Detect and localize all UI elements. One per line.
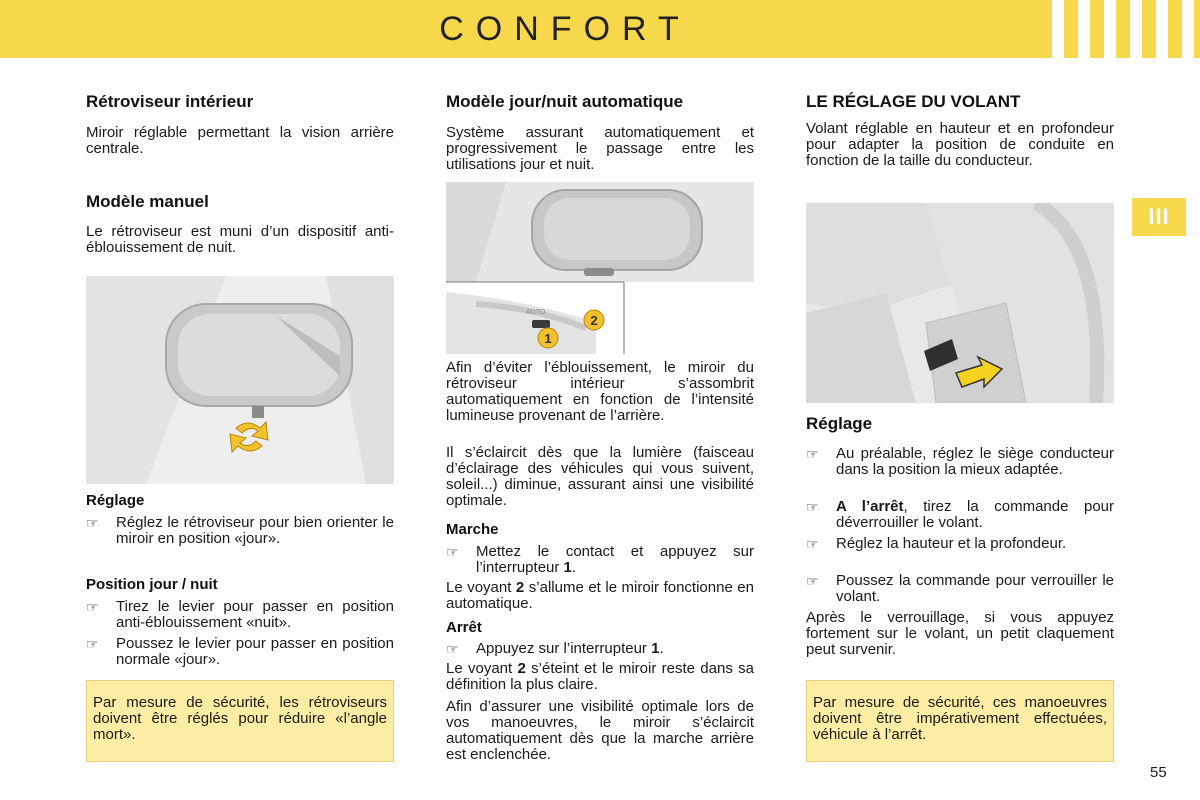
pointing-hand-icon: ☞ (446, 641, 459, 657)
marche-text: Le voyant 2 s’allume et le miroir fonctionne en automatique. (446, 579, 754, 612)
auto-mirror-illustration (446, 182, 754, 354)
right-intro: Volant réglable en hauteur et en profondeur pour adapter la position de conduite en fonction de la taille du conducteur. (806, 120, 1114, 169)
manual-mirror-illustration (86, 276, 394, 484)
pointing-hand-icon: ☞ (806, 499, 819, 515)
list-item: ☞ Appuyez sur l’interrupteur 1. (446, 640, 664, 657)
auto-mirror-photo (446, 182, 754, 354)
pointing-hand-icon: ☞ (806, 573, 819, 589)
right-after: Après le verrouillage, si vous appuyez fortement sur le volant, un petit claquement peut survenir. (806, 609, 1114, 658)
marche-title: Marche (446, 521, 499, 538)
chapter-tab[interactable]: III (1132, 198, 1186, 236)
pointing-hand-icon: ☞ (806, 536, 819, 552)
manual-text: Le rétroviseur est muni d’un dispositif anti-éblouissement de nuit. (86, 223, 394, 256)
middle-final: Afin d’assurer une visibilité optimale lors de vos manoeuvres, le miroir s’éclaircit automatiquement dès que la marche arrière est enclenchée. (446, 698, 754, 763)
position-title: Position jour / nuit (86, 576, 218, 593)
left-title: Rétroviseur intérieur (86, 92, 254, 111)
pointing-hand-icon: ☞ (86, 599, 99, 615)
manual-mirror-photo (86, 276, 394, 484)
middle-intro: Système assurant automatiquement et progressivement le passage entre les utilisations jour et nuit. (446, 124, 754, 173)
steering-photo (806, 203, 1114, 403)
middle-p1: Afin d’éviter l’éblouissement, le miroir du rétroviseur intérieur s’assombrit automatiquement en fonction de l’intensité lumineuse provenant de l’arrière. (446, 359, 754, 424)
page-number: 55 (1150, 764, 1167, 781)
list-item: ☞ Au préalable, réglez le siège conducteur dans la position la mieux adaptée. (806, 445, 1114, 478)
list-item: ☞ Réglez la hauteur et la profondeur. (806, 535, 1067, 552)
left-warning-box: Par mesure de sécurité, les rétroviseurs doivent être réglés pour réduire «l’angle mort». (86, 680, 394, 762)
header-stripe (1156, 0, 1168, 58)
right-warning-box: Par mesure de sécurité, ces manoeuvres doivent être impérativement effectuées, véhicule à l’arrêt. (806, 680, 1114, 762)
header-stripe (1052, 0, 1064, 58)
auto-label: AUTO (526, 309, 546, 316)
arret-text: Le voyant 2 s’éteint et le miroir reste dans sa définition la plus claire. (446, 660, 754, 693)
arret-title: Arrêt (446, 619, 482, 636)
callout-2-label: 2 (590, 313, 598, 328)
right-reglage-title: Réglage (806, 414, 873, 433)
list-item: ☞ Poussez le levier pour passer en position normale «jour». (86, 635, 394, 668)
header-stripe (1130, 0, 1142, 58)
steering-illustration (806, 203, 1114, 403)
pointing-hand-icon: ☞ (86, 636, 99, 652)
list-item: ☞ Réglez le rétroviseur pour bien orienter le miroir en position «jour». (86, 514, 394, 547)
header-stripe (1182, 0, 1194, 58)
callout-1-label: 1 (544, 331, 552, 346)
pointing-hand-icon: ☞ (86, 515, 99, 531)
manual-title: Modèle manuel (86, 192, 209, 211)
middle-p2: Il s’éclaircit dès que la lumière (faisceau d’éclairage des véhicules qui vous suivent, soleil...) diminue, assurant ainsi une visibilité optimale. (446, 444, 754, 509)
list-item: ☞ A l’arrêt, tirez la commande pour déverrouiller le volant. (806, 498, 1114, 531)
pointing-hand-icon: ☞ (806, 446, 819, 462)
list-item: ☞ Poussez la commande pour verrouiller le volant. (806, 572, 1114, 605)
list-item: ☞ Mettez le contact et appuyez sur l’interrupteur 1. (446, 543, 754, 576)
right-title: LE RÉGLAGE DU VOLANT (806, 92, 1021, 111)
pointing-hand-icon: ☞ (446, 544, 459, 560)
list-item: ☞ Tirez le levier pour passer en position anti-éblouissement «nuit». (86, 598, 394, 631)
left-intro: Miroir réglable permettant la vision arrière centrale. (86, 124, 394, 157)
middle-title: Modèle jour/nuit automatique (446, 92, 684, 111)
header-stripe (1104, 0, 1116, 58)
left-reglage-title: Réglage (86, 492, 145, 509)
header-stripe (1078, 0, 1090, 58)
page-title: CONFORT (439, 10, 691, 48)
